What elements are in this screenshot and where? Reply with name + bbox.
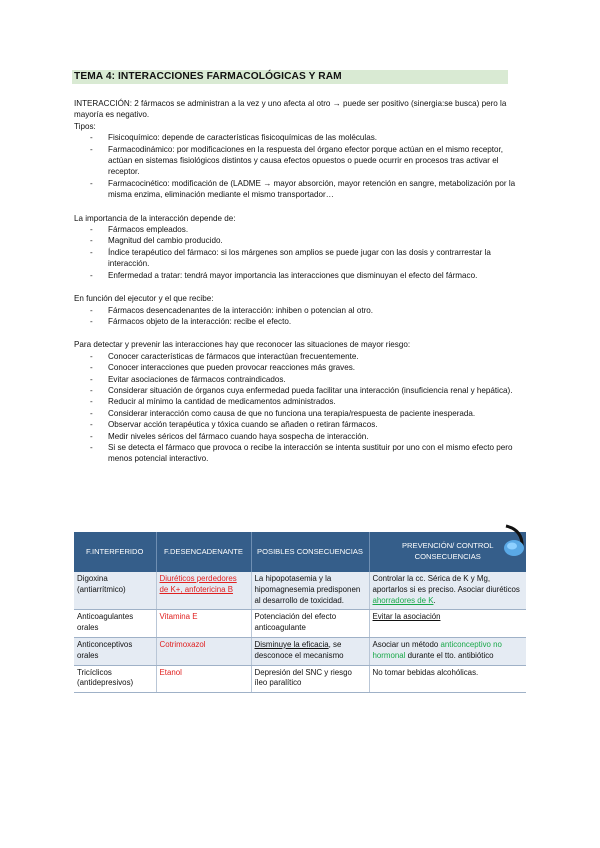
list-item: - Reducir al mínimo la cantidad de medicamentos administrados. <box>74 396 520 407</box>
list-item: - Medir niveles séricos del fármaco cuando haya sospecha de interacción. <box>74 431 520 442</box>
cell-control <box>369 637 526 665</box>
consequence-highlight: Disminuye la eficacia <box>254 639 329 649</box>
prevention-heading: Para detectar y prevenir las interacciones hay que reconocer las situaciones de mayor riesgo: <box>74 340 411 350</box>
document-body <box>74 98 520 465</box>
consequence-text: , se desconoce el mecanismo <box>254 639 344 660</box>
control-text: Asociar un método <box>372 639 441 649</box>
header-interfered: F.INTERFERIDO <box>74 532 156 572</box>
executor-heading: En función del ejecutor y el que recibe: <box>74 294 214 304</box>
list-item: - Considerar interacción como causa de que no funciona una terapia/respuesta de paciente inesperada. <box>74 408 520 419</box>
list-item: - Fármacos desencadenantes de la interacción: inhiben o potencian al otro. <box>74 305 520 316</box>
control-highlight: ahorradores de K <box>372 595 434 605</box>
interactions-table <box>74 532 526 693</box>
list-item: - Magnitud del cambio producido. <box>74 235 520 246</box>
cell-drug: Tricíclicos (antidepresivos) <box>74 665 156 693</box>
list-item: - Conocer interacciones que pueden provocar reacciones más graves. <box>74 362 520 373</box>
control-text: Controlar la cc. Sérica de K y Mg, aportarlos si es preciso. Asociar diuréticos <box>372 574 520 594</box>
list-item: - Considerar situación de órganos cuya enfermedad pueda facilitar una interacción (insuficiencia renal y hepática). <box>74 385 520 396</box>
list-item: - Evitar asociaciones de fármacos contraindicados. <box>74 374 520 385</box>
control-end: durante el tto. antibiótico <box>405 650 494 660</box>
list-item: - Índice terapéutico del fármaco: si los márgenes son amplios se puede jugar con las dosis y contrarrestar la interacción. <box>74 247 520 270</box>
cell-drug: Anticoagulantes orales <box>74 610 156 638</box>
list-item: - Observar acción terapéutica y tóxica cuando se añaden o retiran fármacos. <box>74 419 520 430</box>
intro-label: INTERACCIÓN: <box>74 99 133 108</box>
cell-consequence: Depresión del SNC y riesgo íleo paralítico <box>251 665 369 693</box>
cell-trigger: Vitamina E <box>156 610 251 638</box>
pill-capsule-icon <box>502 524 528 558</box>
cell-consequence: La hipopotasemia y la hipomagnesemia predisponen al desarrollo de toxicidad. <box>251 572 369 610</box>
table-row <box>74 665 526 693</box>
cell-drug: Digoxina (antiarrítmico) <box>74 572 156 610</box>
control-end: . <box>433 595 436 605</box>
cell-control: Evitar la asociación <box>369 610 526 638</box>
control-highlight: anticonceptivo no hormonal <box>372 639 502 660</box>
list-item: - Fisicoquímico: depende de características fisicoquímicas de las moléculas. <box>74 132 520 143</box>
intro-text: 2 fármacos se administran a la vez y uno afecta al otro → puede ser positivo (sinergia:se busca) pero la mayoría es negativo. <box>74 99 507 120</box>
list-item: - Fármacos objeto de la interacción: recibe el efecto. <box>74 316 520 327</box>
list-item: - Conocer características de fármacos que interactúan frecuentemente. <box>74 351 520 362</box>
table-row <box>74 610 526 638</box>
header-trigger: F.DESENCADENANTE <box>156 532 251 572</box>
types-heading: Tipos: <box>74 121 96 131</box>
cell-trigger: Diuréticos perdedores de K+, anfotericina B <box>156 572 251 610</box>
cell-trigger: Cotrimoxazol <box>156 637 251 665</box>
types-list <box>74 132 520 200</box>
cell-drug: Anticonceptivos orales <box>74 637 156 665</box>
header-consequences: POSIBLES CONSECUENCIAS <box>251 532 369 572</box>
page-title: TEMA 4: INTERACCIONES FARMACOLÓGICAS Y RAM <box>72 70 508 84</box>
table-row <box>74 572 526 610</box>
list-item: - Si se detecta el fármaco que provoca o recibe la interacción se intenta sustituir por uno con el mismo efecto pero menos potencial interactivo. <box>74 442 520 465</box>
cell-consequence: Potenciación del efecto anticoagulante <box>251 610 369 638</box>
importance-heading: La importancia de la interacción depende de: <box>74 213 236 223</box>
header-prevention-label: PREVENCIÓN/ CONTROL CONSECUENCIAS <box>401 541 494 561</box>
cell-trigger: Etanol <box>156 665 251 693</box>
list-item: - Farmacocinético: modificación de (LADME → mayor absorción, mayor retención en sangre, metabolización por la misma enzima, eliminación mediante el mismo transportador… <box>74 178 520 201</box>
importance-list <box>74 224 520 281</box>
cell-consequence <box>251 637 369 665</box>
list-item: - Enfermedad a tratar: tendrá mayor importancia las interacciones que disminuyan el efecto del fármaco. <box>74 270 520 281</box>
table-header-row <box>74 532 526 572</box>
list-item: - Farmacodinámico: por modificaciones en la respuesta del órgano efector porque actúan en el mismo receptor, actúan en sistemas fisiológicos distintos y causa efectos opuestos o puede ocurrir en procesos tras activar el receptor. <box>74 144 520 178</box>
intro-paragraph <box>74 98 520 121</box>
table-row <box>74 637 526 665</box>
prevention-list <box>74 351 520 465</box>
executor-list <box>74 305 520 328</box>
cell-control <box>369 572 526 610</box>
list-item: - Fármacos empleados. <box>74 224 520 235</box>
cell-control: No tomar bebidas alcohólicas. <box>369 665 526 693</box>
header-prevention <box>369 532 526 572</box>
